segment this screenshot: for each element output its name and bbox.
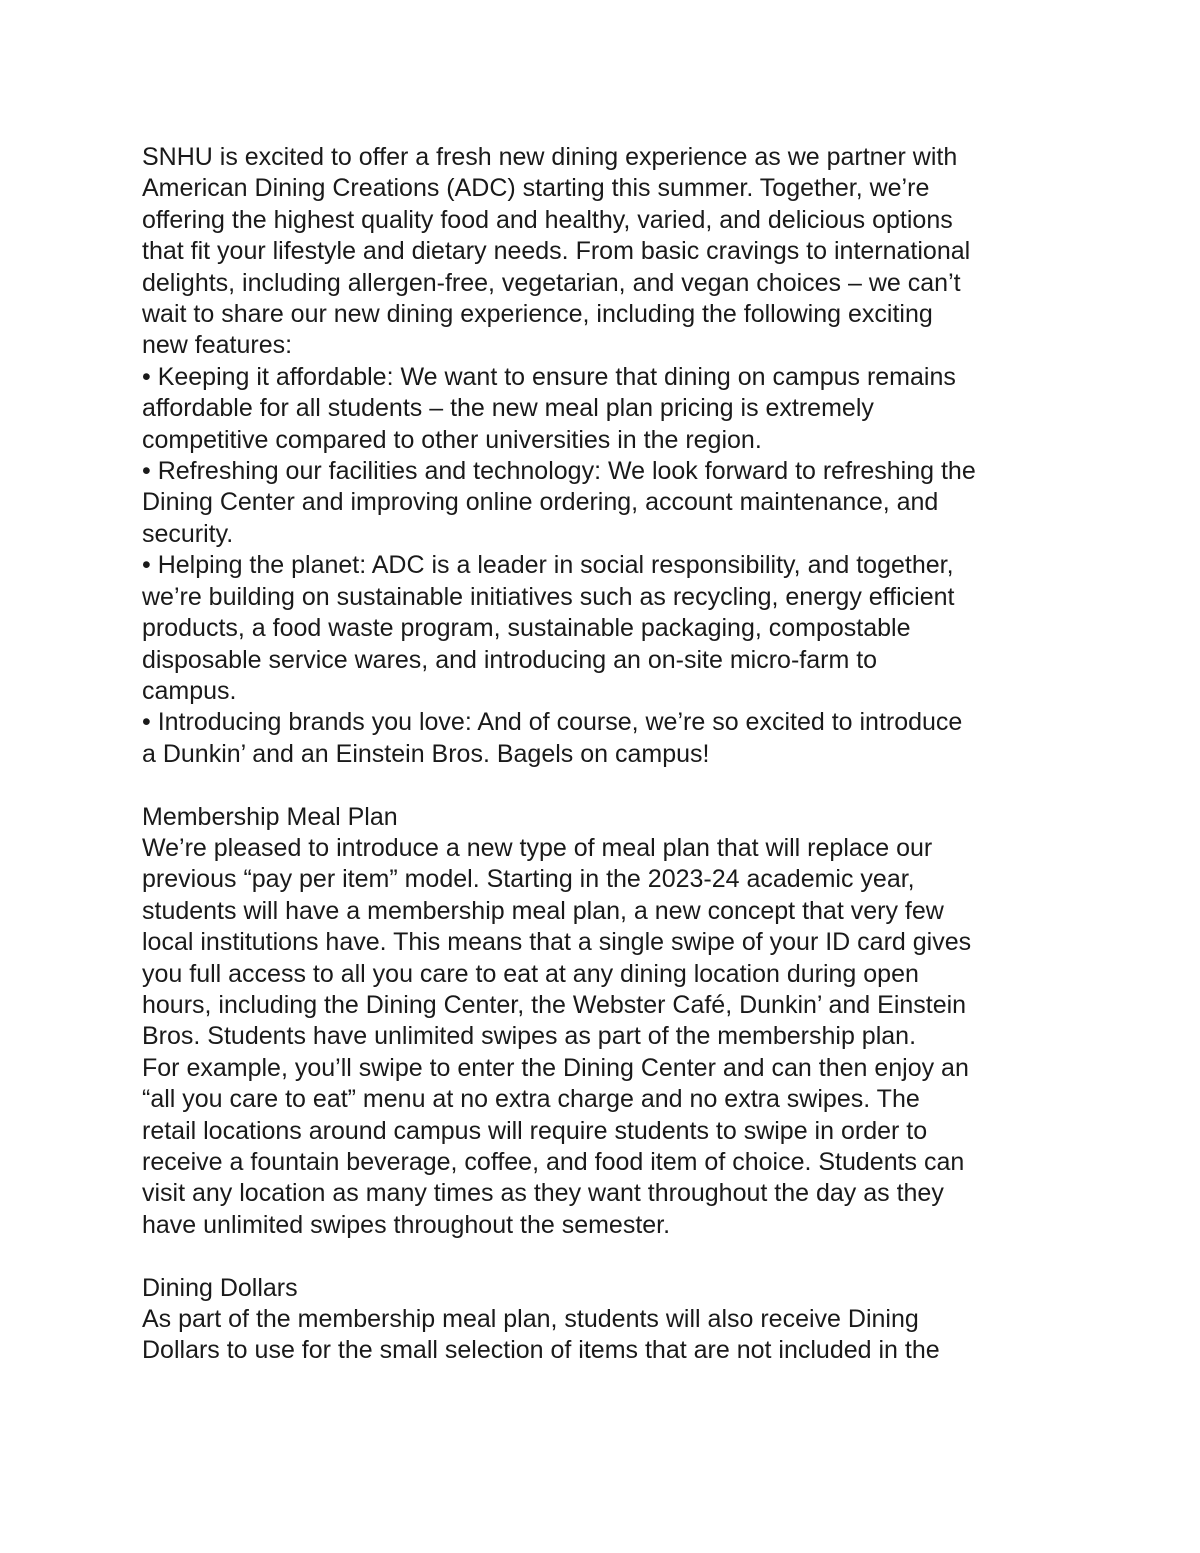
text-line: affordable for all students – the new meal plan pricing is extremely [142,394,874,423]
text-line: As part of the membership meal plan, students will also receive Dining [142,1305,919,1333]
paragraph-gap [142,1241,1072,1272]
document-page [142,142,1072,1367]
text-line: • Refreshing our facilities and technology: We look forward to refreshing the [142,457,976,486]
text-line: competitive compared to other universities in the region. [142,425,762,454]
text-line: hours, including the Dining Center, the Webster Café, Dunkin’ and Einstein [142,990,967,1019]
text-line: that fit your lifestyle and dietary needs. From basic cravings to international [142,237,971,266]
intro-paragraph [142,142,1072,362]
membership-section [142,802,1072,1242]
paragraph-gap [142,770,1072,801]
bullet-item-affordable [142,362,1072,456]
text-line: We’re pleased to introduce a new type of meal plan that will replace our [142,833,933,862]
text-line: products, a food waste program, sustainable packaging, compostable [142,614,911,643]
text-line: students will have a membership meal plan, a new concept that very few [142,896,944,925]
text-line: wait to share our new dining experience, including the following exciting [142,300,933,329]
bullet-item-brands [142,707,1072,770]
text-line: • Helping the planet: ADC is a leader in social responsibility, and together, [142,551,954,580]
text-line: new features: [142,331,293,360]
text-line: delights, including allergen-free, vegetarian, and vegan choices – we can’t [142,268,961,297]
section-heading-membership: Membership Meal Plan [142,802,398,831]
text-line: SNHU is excited to offer a fresh new dining experience as we partner with [142,143,958,171]
text-line: • Keeping it affordable: We want to ensure that dining on campus remains [142,362,956,391]
text-line: Dining Center and improving online ordering, account maintenance, and [142,488,939,517]
text-line: security. [142,519,234,548]
bullet-item-facilities [142,456,1072,550]
dining-dollars-section [142,1273,1072,1367]
text-line: Bros. Students have unlimited swipes as part of the membership plan. [142,1022,917,1051]
text-line: American Dining Creations (ADC) starting this summer. Together, we’re [142,174,930,203]
text-line: visit any location as many times as they want throughout the day as they [142,1179,944,1208]
section-heading-dining-dollars: Dining Dollars [142,1273,298,1302]
text-line: we’re building on sustainable initiatives such as recycling, energy efficient [142,582,955,611]
bullet-item-planet [142,550,1072,707]
text-line: • Introducing brands you love: And of course, we’re so excited to introduce [142,708,963,737]
text-line: campus. [142,676,237,705]
text-line: For example, you’ll swipe to enter the Dining Center and can then enjoy an [142,1053,969,1082]
text-line: Dollars to use for the small selection of items that are not included in the [142,1336,940,1365]
text-line: “all you care to eat” menu at no extra charge and no extra swipes. The [142,1085,920,1114]
text-line: disposable service wares, and introducing an on-site micro-farm to [142,645,878,674]
text-line: have unlimited swipes throughout the semester. [142,1210,671,1239]
text-line: you full access to all you care to eat at any dining location during open [142,959,919,988]
text-line: previous “pay per item” model. Starting in the 2023-24 academic year, [142,865,915,894]
text-line: retail locations around campus will require students to swipe in order to [142,1116,928,1145]
text-line: a Dunkin’ and an Einstein Bros. Bagels on campus! [142,739,710,768]
text-line: receive a fountain beverage, coffee, and food item of choice. Students can [142,1147,965,1176]
text-line: local institutions have. This means that a single swipe of your ID card gives [142,928,972,957]
text-line: offering the highest quality food and healthy, varied, and delicious options [142,205,953,234]
